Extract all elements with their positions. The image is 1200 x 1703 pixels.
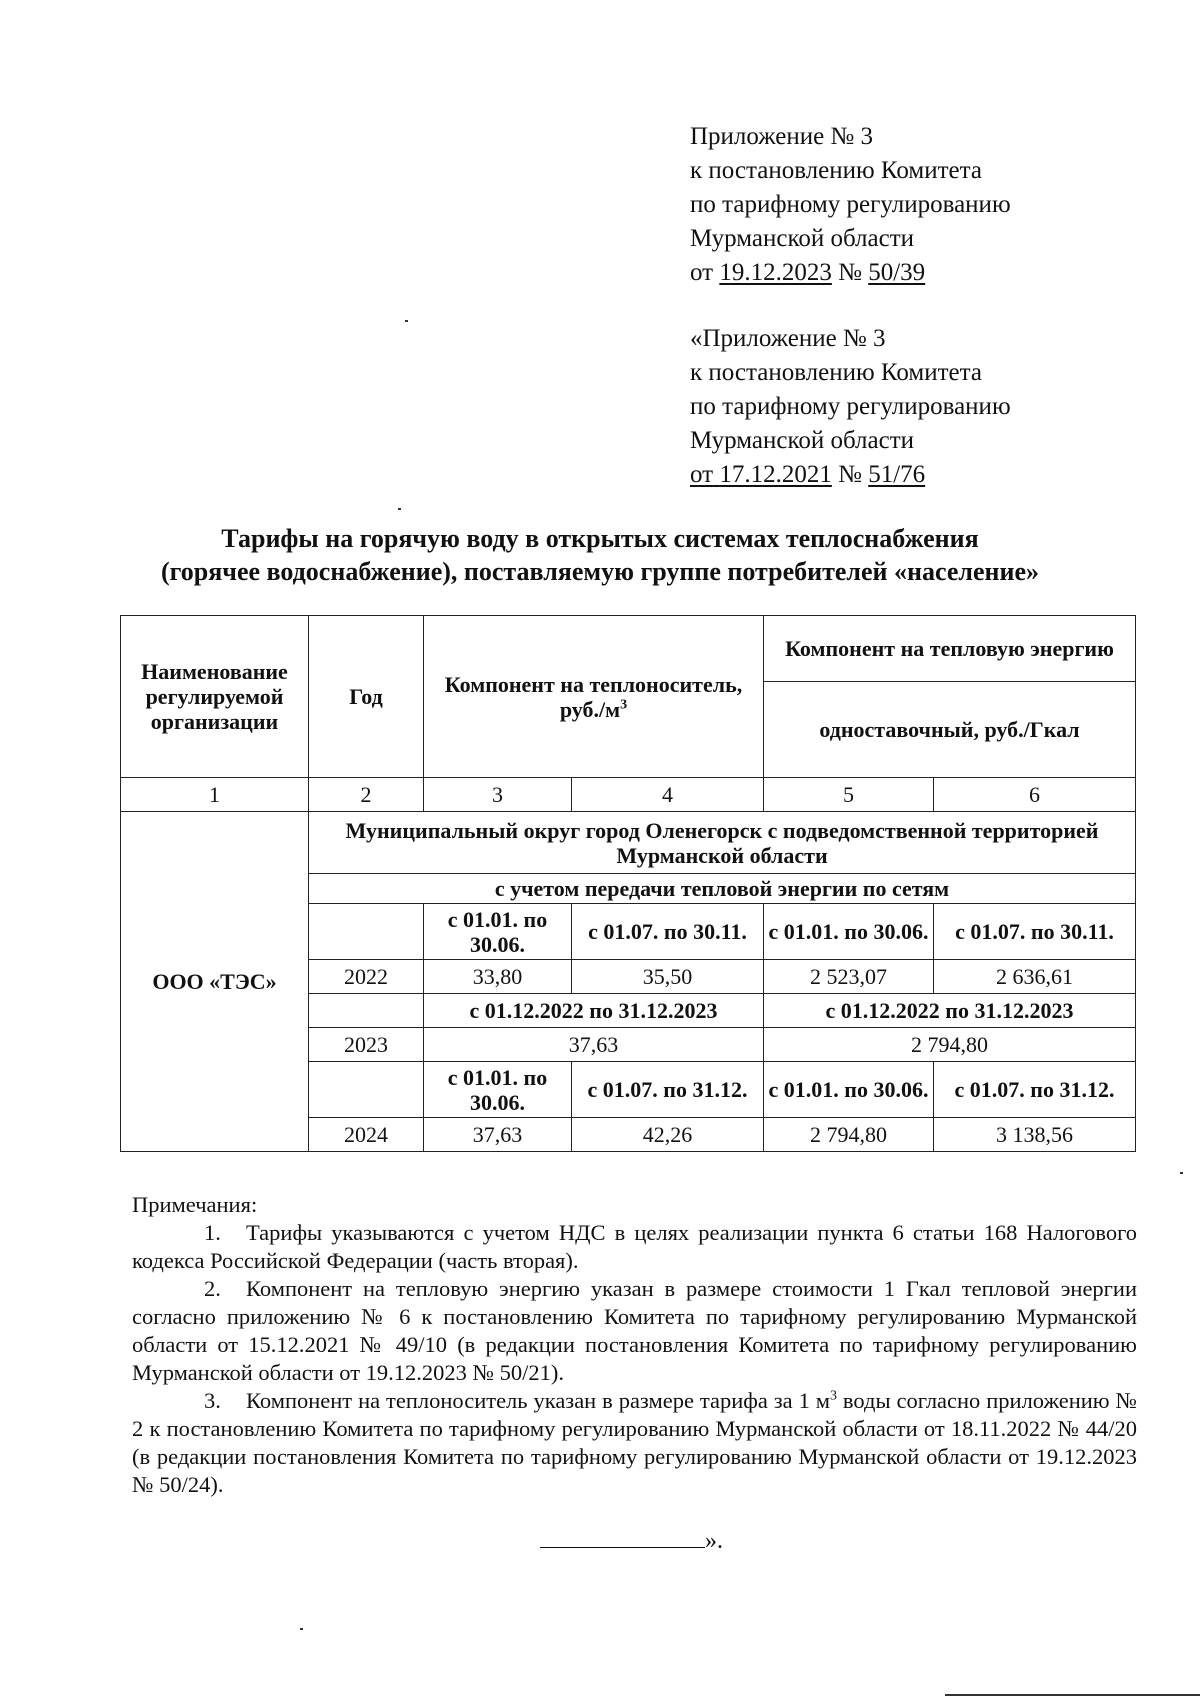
period-cell: с 01.01. по 30.06. (424, 1062, 572, 1118)
approval-block-current (690, 120, 1011, 290)
notes-heading: Примечания: (132, 1192, 258, 1217)
column-number: 5 (764, 778, 934, 812)
note-item-3 (132, 1387, 1137, 1499)
approval-line: Мурманской области (690, 225, 915, 252)
column-number: 6 (934, 778, 1136, 812)
header-energy: Компонент на тепловую энергию (764, 616, 1136, 682)
title-line-1: Тарифы на горячую воду в открытых системах теплоснабжения (221, 524, 979, 553)
note-sup: 3 (830, 1388, 837, 1404)
approval-line: Приложение № 3 (690, 123, 874, 150)
column-number: 4 (572, 778, 764, 812)
value-cell: 3 138,56 (934, 1118, 1136, 1152)
approval-number-sign: № (838, 259, 862, 286)
scan-speck (300, 1628, 303, 1630)
column-number: 3 (424, 778, 572, 812)
value-cell: 37,63 (424, 1118, 572, 1152)
period-cell: с 01.01. по 30.06. (764, 1062, 934, 1118)
approval-line: к постановлению Комитета (690, 359, 982, 386)
value-cell: 37,63 (424, 1028, 764, 1062)
value-cell: 2 636,61 (934, 960, 1136, 994)
approval-date-line (690, 256, 1011, 290)
header-carrier (424, 616, 764, 778)
approval-line: Мурманской области (690, 427, 915, 454)
table-header-row (121, 616, 1136, 682)
territory-cell: Муниципальный округ город Оленегорск с подведомственной территорией Мурманской области (309, 812, 1136, 874)
approval-from-prefix: от (690, 259, 714, 286)
period-cell: с 01.12.2022 по 31.12.2023 (424, 994, 764, 1028)
territory-row (121, 812, 1136, 874)
approval-date: 19.12.2023 (719, 259, 832, 286)
note-text: воды согласно приложению № 2 к постановлению Комитета по тарифному регулированию Мурманской области от 18.11.2022 № 44/20 (в редакции постановления Комитета по тарифному регулированию Мурманской области от 19.12.2023 № 50/24). (132, 1388, 1138, 1497)
organization-cell: ООО «ТЭС» (121, 812, 309, 1152)
column-number-row (121, 778, 1136, 812)
period-cell: с 01.01. по 30.06. (764, 904, 934, 960)
column-number: 2 (309, 778, 424, 812)
year-cell: 2023 (309, 1028, 424, 1062)
approval-number-sign: № (838, 461, 862, 488)
note-item-2 (132, 1275, 1137, 1387)
approval-date-line (690, 458, 1011, 492)
period-cell: с 01.07. по 31.12. (934, 1062, 1136, 1118)
value-cell: 2 794,80 (764, 1028, 1136, 1062)
approval-from-prefix: от (690, 461, 714, 488)
approval-line: к постановлению Комитета (690, 157, 982, 184)
value-cell: 2 794,80 (764, 1118, 934, 1152)
scan-speck (398, 508, 401, 510)
note-text: Компонент на тепловую энергию указан в размере стоимости 1 Гкал тепловой энергии согласно приложению № 6 к постановлению Комитета по тарифному регулированию Мурманской области от 15.12.2021 № 49/10 (в редакции постановления Комитета по тарифному регулированию Мурманской области от 19.12.2023 № 50/21). (132, 1276, 1137, 1385)
header-org: Наименование регулируемой организации (121, 616, 309, 778)
approval-line: «Приложение № 3 (690, 325, 886, 352)
approval-date-value: 17.12.2021 (719, 461, 832, 488)
note-text: Тарифы указываются с учетом НДС в целях реализации пункта 6 статьи 168 Налогового кодекса Российской Федерации (часть вторая). (132, 1220, 1137, 1273)
year-cell: 2024 (309, 1118, 424, 1152)
empty-year-cell (309, 994, 424, 1028)
period-cell: с 01.07. по 31.12. (572, 1062, 764, 1118)
closing-mark (540, 1527, 723, 1555)
notes-section (132, 1191, 1137, 1499)
approval-number: 50/39 (868, 259, 926, 286)
scan-speck (1180, 1172, 1183, 1174)
tariff-table (120, 615, 1136, 1152)
approval-block-original (690, 322, 1011, 492)
approval-line: по тарифному регулированию (690, 191, 1011, 218)
note-number: 3. (204, 1388, 221, 1413)
period-cell: с 01.01. по 30.06. (424, 904, 572, 960)
value-cell: 33,80 (424, 960, 572, 994)
note-text: Компонент на теплоноситель указан в размере тарифа за 1 м (246, 1388, 830, 1413)
value-cell: 2 523,07 (764, 960, 934, 994)
closing-quote: ». (705, 1528, 723, 1554)
period-cell: с 01.07. по 30.11. (934, 904, 1136, 960)
empty-year-cell (309, 1062, 424, 1118)
approval-line: по тарифному регулированию (690, 393, 1011, 420)
approval-date (713, 461, 832, 488)
header-carrier-text: Компонент на теплоноситель, руб./м (444, 671, 743, 722)
header-year: Год (309, 616, 424, 778)
title-line-2: (горячее водоснабжение), поставляемую группе потребителей «население» (160, 557, 1040, 586)
empty-year-cell (309, 904, 424, 960)
note-number: 2. (204, 1276, 221, 1301)
column-number: 1 (121, 778, 309, 812)
period-cell: с 01.12.2022 по 31.12.2023 (764, 994, 1136, 1028)
header-energy-sub: одноставочный, руб./Гкал (764, 682, 1136, 778)
period-cell: с 01.07. по 30.11. (572, 904, 764, 960)
closing-underline (540, 1529, 705, 1548)
scan-edge-line (945, 1694, 1200, 1696)
scan-speck (405, 320, 408, 322)
year-cell: 2022 (309, 960, 424, 994)
header-carrier-sup: 3 (620, 697, 628, 713)
value-cell: 42,26 (572, 1118, 764, 1152)
note-item-1 (132, 1219, 1137, 1275)
value-cell: 35,50 (572, 960, 764, 994)
document-title (0, 522, 1200, 588)
approval-number: 51/76 (868, 461, 926, 488)
transmission-cell: с учетом передачи тепловой энергии по сетям (309, 874, 1136, 904)
note-number: 1. (204, 1220, 221, 1245)
